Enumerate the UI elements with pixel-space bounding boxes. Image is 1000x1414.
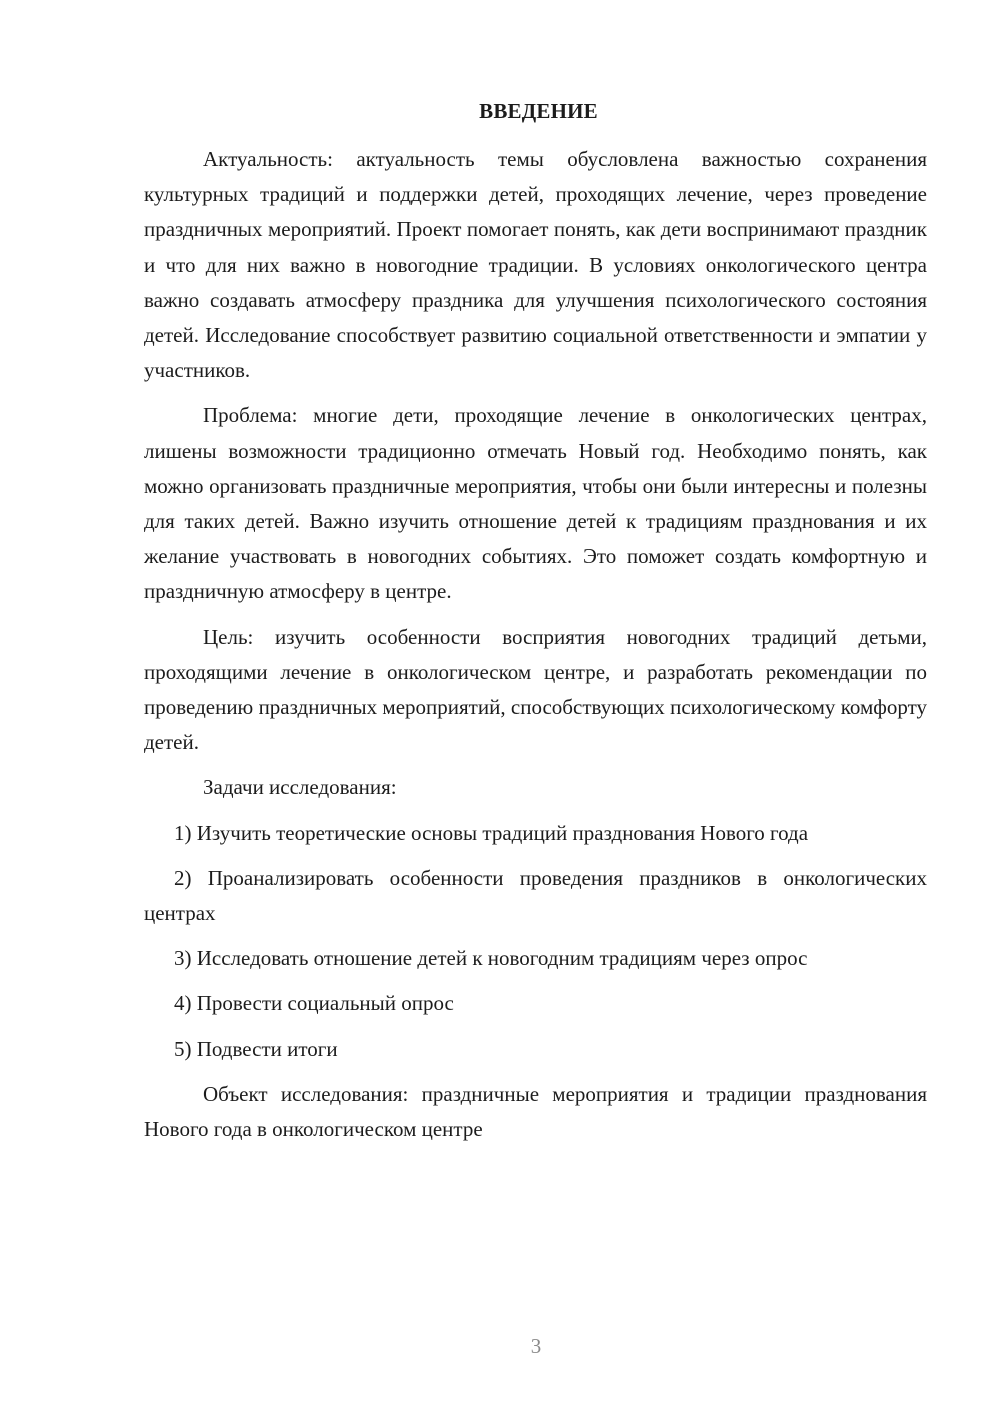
page-content (144, 95, 927, 1157)
task-item-2: 2) Проанализировать особенности проведения праздников в онкологических центрах (144, 865, 927, 926)
section-title: ВВЕДЕНИЕ (479, 99, 598, 123)
object-paragraph: Объект исследования: праздничные мероприятия и традиции празднования Нового года в онкологическом центре (144, 1081, 927, 1142)
task-item-1: 1) Изучить теоретические основы традиций празднования Нового года (174, 820, 809, 845)
problem-paragraph: Проблема: многие дети, проходящие лечение в онкологических центрах, лишены возможности традиционно отмечать Новый год. Необходимо понять, как можно организовать праздничные мероприятия, чтобы они были интересны и полезны для таких детей. Важно изучить отношение детей к традициям празднования и их желание участвовать в новогодних событиях. Это поможет создать комфортную и праздничную атмосферу в центре. (144, 403, 927, 604)
relevance-paragraph: Актуальность: актуальность темы обусловлена важностью сохранения культурных традиций и поддержки детей, проходящих лечение, через проведение праздничных мероприятий. Проект помогает понять, как дети воспринимают праздник и что для них важно в новогодние традиции. В условиях онкологического центра важно создавать атмосферу праздника для улучшения психологического состояния детей. Исследование способствует развитию социальной ответственности и эмпатии у участников. (144, 147, 927, 383)
task-item-3: 3) Исследовать отношение детей к новогодним традициям через опрос (174, 946, 808, 971)
task-item-5: 5) Подвести итоги (174, 1036, 338, 1061)
page-number: 3 (530, 1334, 542, 1358)
task-item-4: 4) Провести социальный опрос (174, 991, 454, 1016)
tasks-heading: Задачи исследования: (203, 775, 397, 800)
goal-paragraph: Цель: изучить особенности восприятия новогодних традиций детьми, проходящими лечение в онкологическом центре, и разработать рекомендации по проведению праздничных мероприятий, способствующих психологическому комфорту детей. (144, 624, 927, 755)
